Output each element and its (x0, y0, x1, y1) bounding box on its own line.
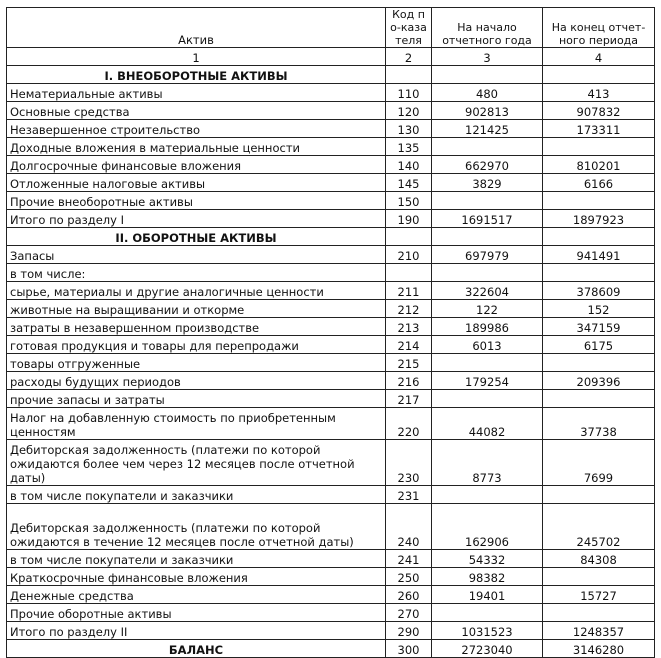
row-code: 120 (386, 102, 432, 120)
row-code: 215 (386, 354, 432, 372)
row-end (543, 604, 655, 622)
row-end: 152 (543, 300, 655, 318)
row-end: 1248357 (543, 622, 655, 640)
row-label: Запасы (7, 246, 386, 264)
section-2-title-row (7, 228, 655, 246)
row-start: 162906 (432, 504, 543, 550)
row-start (432, 354, 543, 372)
row-end: 15727 (543, 586, 655, 604)
colnum-3: 3 (432, 48, 543, 66)
row-code: 240 (386, 504, 432, 550)
row-start: 8773 (432, 440, 543, 486)
balance-sheet-table (6, 7, 655, 658)
colnum-2: 2 (386, 48, 432, 66)
row-start: 189986 (432, 318, 543, 336)
table-row (7, 372, 655, 390)
row-code: 290 (386, 622, 432, 640)
row-end (543, 486, 655, 504)
row-code: 260 (386, 586, 432, 604)
row-start: 902813 (432, 102, 543, 120)
row-label: Дебиторская задолженность (платежи по которой ожидаются более чем через 12 месяцев после отчетной даты) (7, 440, 386, 486)
row-start (432, 486, 543, 504)
header-end: На конец отчет-ного периода (543, 8, 655, 48)
row-start: 1691517 (432, 210, 543, 228)
table-row (7, 120, 655, 138)
table-row (7, 156, 655, 174)
row-code: 216 (386, 372, 432, 390)
row-code: 110 (386, 84, 432, 102)
row-label: затраты в незавершенном производстве (7, 318, 386, 336)
row-code: 211 (386, 282, 432, 300)
row-end: 941491 (543, 246, 655, 264)
row-label: прочие запасы и затраты (7, 390, 386, 408)
row-code: 150 (386, 192, 432, 210)
row-end: 6175 (543, 336, 655, 354)
table-row (7, 354, 655, 372)
row-start: 19401 (432, 586, 543, 604)
row-code: 212 (386, 300, 432, 318)
row-code: 190 (386, 210, 432, 228)
header-code: Код по-казателя (386, 8, 432, 48)
table-row (7, 440, 655, 486)
row-code: 145 (386, 174, 432, 192)
row-code: 135 (386, 138, 432, 156)
table-row (7, 138, 655, 156)
row-end: 810201 (543, 156, 655, 174)
row-code: 210 (386, 246, 432, 264)
row-label: Дебиторская задолженность (платежи по которой ожидаются в течение 12 месяцев после отчетной даты) (7, 504, 386, 550)
row-label: животные на выращивании и откорме (7, 300, 386, 318)
table-row (7, 300, 655, 318)
row-start (432, 390, 543, 408)
row-start (432, 138, 543, 156)
row-start: 6013 (432, 336, 543, 354)
row-label: готовая продукция и товары для перепродажи (7, 336, 386, 354)
balance-code: 300 (386, 640, 432, 658)
table-row (7, 390, 655, 408)
row-end: 37738 (543, 408, 655, 440)
row-label: Нематериальные активы (7, 84, 386, 102)
table-row (7, 318, 655, 336)
row-start: 44082 (432, 408, 543, 440)
table-row (7, 246, 655, 264)
row-end: 7699 (543, 440, 655, 486)
section-2-title: II. ОБОРОТНЫЕ АКТИВЫ (7, 228, 386, 246)
row-end: 907832 (543, 102, 655, 120)
row-label: Денежные средства (7, 586, 386, 604)
table-row (7, 174, 655, 192)
row-start: 179254 (432, 372, 543, 390)
row-label: Доходные вложения в материальные ценности (7, 138, 386, 156)
row-end: 173311 (543, 120, 655, 138)
row-end (543, 568, 655, 586)
table-row (7, 504, 655, 550)
table-row (7, 604, 655, 622)
row-start: 121425 (432, 120, 543, 138)
colnum-4: 4 (543, 48, 655, 66)
row-code (386, 264, 432, 282)
row-label: расходы будущих периодов (7, 372, 386, 390)
table-row (7, 408, 655, 440)
table-row (7, 102, 655, 120)
row-start: 1031523 (432, 622, 543, 640)
section-2-total-row (7, 622, 655, 640)
row-code: 230 (386, 440, 432, 486)
row-start: 322604 (432, 282, 543, 300)
row-code: 241 (386, 550, 432, 568)
row-end (543, 138, 655, 156)
table-row (7, 550, 655, 568)
row-end: 378609 (543, 282, 655, 300)
header-row (7, 8, 655, 48)
table-row (7, 586, 655, 604)
row-start: 3829 (432, 174, 543, 192)
row-end (543, 192, 655, 210)
header-asset: Актив (7, 8, 386, 48)
section-1-title: I. ВНЕОБОРОТНЫЕ АКТИВЫ (7, 66, 386, 84)
column-numbers-row (7, 48, 655, 66)
row-end: 209396 (543, 372, 655, 390)
row-end: 6166 (543, 174, 655, 192)
row-start: 480 (432, 84, 543, 102)
row-code: 231 (386, 486, 432, 504)
section-1-title-row (7, 66, 655, 84)
table-row (7, 486, 655, 504)
row-label: Прочие оборотные активы (7, 604, 386, 622)
row-start (432, 264, 543, 282)
row-end (543, 354, 655, 372)
row-label: Прочие внеоборотные активы (7, 192, 386, 210)
row-label: в том числе покупатели и заказчики (7, 550, 386, 568)
table-row (7, 568, 655, 586)
row-label: Основные средства (7, 102, 386, 120)
row-label: сырье, материалы и другие аналогичные ценности (7, 282, 386, 300)
row-label: в том числе: (7, 264, 386, 282)
header-start: На начало отчетного года (432, 8, 543, 48)
row-start: 697979 (432, 246, 543, 264)
row-start (432, 604, 543, 622)
row-code: 213 (386, 318, 432, 336)
table-row (7, 336, 655, 354)
table-row (7, 192, 655, 210)
row-end: 1897923 (543, 210, 655, 228)
row-code: 270 (386, 604, 432, 622)
row-code: 130 (386, 120, 432, 138)
row-start: 662970 (432, 156, 543, 174)
row-label: Краткосрочные финансовые вложения (7, 568, 386, 586)
row-end: 84308 (543, 550, 655, 568)
row-start (432, 192, 543, 210)
row-end: 413 (543, 84, 655, 102)
row-code: 140 (386, 156, 432, 174)
row-start: 122 (432, 300, 543, 318)
balance-start: 2723040 (432, 640, 543, 658)
table-row (7, 84, 655, 102)
row-label: Долгосрочные финансовые вложения (7, 156, 386, 174)
table-row (7, 264, 655, 282)
row-code: 250 (386, 568, 432, 586)
row-label: Итого по разделу I (7, 210, 386, 228)
table-row (7, 282, 655, 300)
row-start: 98382 (432, 568, 543, 586)
row-start: 54332 (432, 550, 543, 568)
colnum-1: 1 (7, 48, 386, 66)
row-code: 220 (386, 408, 432, 440)
row-end: 245702 (543, 504, 655, 550)
row-code: 214 (386, 336, 432, 354)
row-label: Налог на добавленную стоимость по приобретенным ценностям (7, 408, 386, 440)
row-label: Отложенные налоговые активы (7, 174, 386, 192)
section-1-total-row (7, 210, 655, 228)
row-label: Итого по разделу II (7, 622, 386, 640)
row-end (543, 390, 655, 408)
row-end (543, 264, 655, 282)
balance-label: БАЛАНС (7, 640, 386, 658)
row-code: 217 (386, 390, 432, 408)
balance-end: 3146280 (543, 640, 655, 658)
row-label: в том числе покупатели и заказчики (7, 486, 386, 504)
row-label: товары отгруженные (7, 354, 386, 372)
row-label: Незавершенное строительство (7, 120, 386, 138)
balance-row (7, 640, 655, 658)
row-end: 347159 (543, 318, 655, 336)
